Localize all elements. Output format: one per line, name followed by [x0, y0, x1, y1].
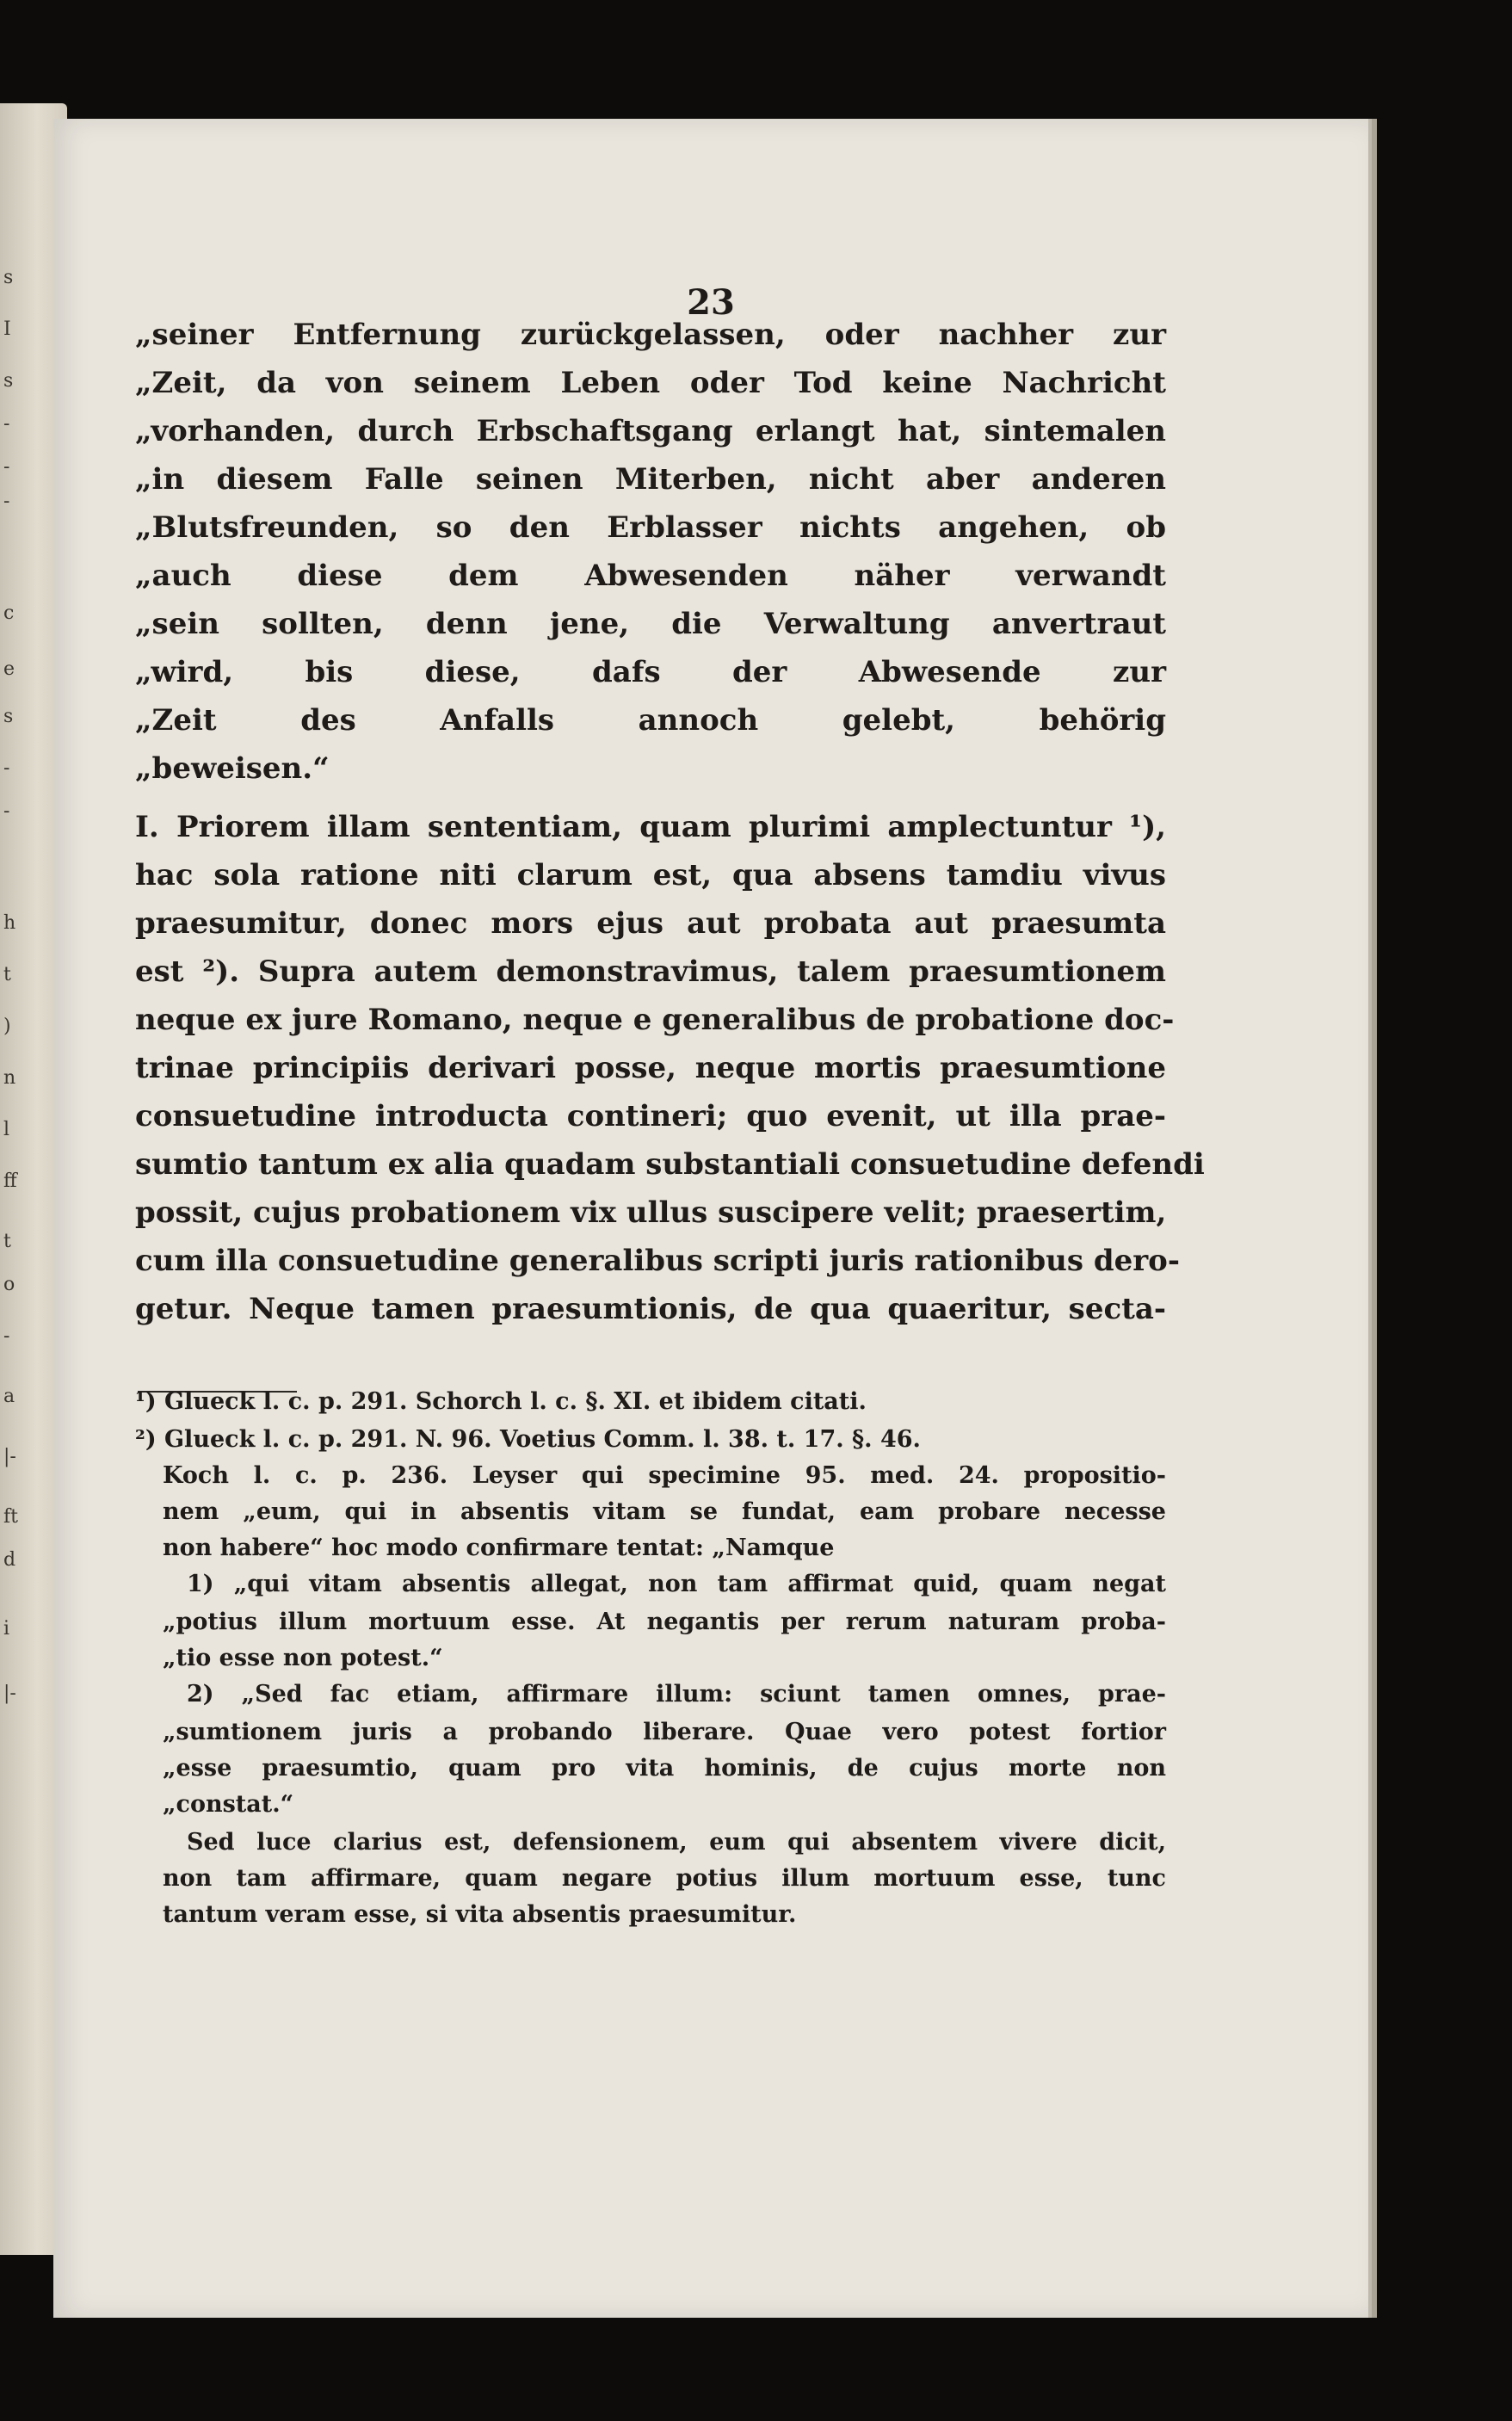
facing-page-char: l [3, 1119, 10, 1140]
facing-page-char: e [3, 658, 15, 680]
body-line: „beweisen.“ [135, 751, 330, 786]
facing-page-char: a [3, 1386, 15, 1407]
page-number: 23 [687, 282, 735, 323]
body-line: praesumitur, donec mors ejus aut probata aut praesumta [135, 906, 1166, 941]
footnote-line: 2) „Sed fac etiam, affirmare illum: sciunt tamen omnes, prae- [187, 1681, 1166, 1708]
facing-page-char: - [3, 456, 10, 478]
body-line: „Blutsfreunden, so den Erblasser nichts angehen, ob [135, 510, 1166, 545]
footnote-line: „potius illum mortuum esse. At negantis per rerum naturam proba- [163, 1609, 1166, 1635]
facing-page-char: ff [3, 1170, 17, 1192]
facing-page-char: n [3, 1067, 16, 1089]
facing-page-char: i [3, 1618, 10, 1640]
facing-page-char: c [3, 602, 15, 624]
footnote-line: „esse praesumtio, quam pro vita hominis, de cujus morte non [163, 1755, 1166, 1782]
facing-page-char: - [3, 1325, 10, 1347]
facing-page-char: h [3, 912, 16, 934]
facing-page-char: o [3, 1274, 15, 1295]
body-line: „sein sollten, denn jene, die Verwaltung anvertraut [135, 607, 1166, 641]
footnote-line: non tam affirmare, quam negare potius illum mortuum esse, tunc [163, 1865, 1166, 1892]
facing-page-char: - [3, 800, 10, 822]
body-line: „auch diese dem Abwesenden näher verwandt [135, 559, 1166, 593]
footnote-line: nem „eum, qui in absentis vitam se fundat, eam probare necesse [163, 1498, 1166, 1525]
facing-page-char: s [3, 706, 14, 727]
facing-page-char: s [3, 267, 14, 288]
facing-page-char: I [3, 318, 11, 340]
body-line: „Zeit des Anfalls annoch gelebt, behörig [135, 703, 1166, 738]
body-line: „vorhanden, durch Erbschaftsgang erlangt hat, sintemalen [135, 414, 1166, 448]
body-line: „in diesem Falle seinen Miterben, nicht aber anderen [135, 462, 1166, 497]
body-line: possit, cujus probationem vix ullus suscipere velit; praesertim, [135, 1195, 1167, 1230]
facing-page-char: |- [3, 1683, 16, 1704]
body-line: getur. Neque tamen praesumtionis, de qua quaeritur, secta- [135, 1292, 1166, 1326]
facing-page-char: ft [3, 1506, 18, 1528]
body-line: trinae principiis derivari posse, neque mortis praesumtione [135, 1051, 1166, 1085]
page [53, 119, 1368, 2318]
body-line: cum illa consuetudine generalibus scripti juris rationibus dero- [135, 1244, 1180, 1278]
footnote-line: „sumtionem juris a probando liberare. Quae vero potest fortior [163, 1719, 1166, 1745]
page-edge [1368, 122, 1375, 2313]
facing-page-char: t [3, 1231, 11, 1252]
facing-page-char: t [3, 964, 11, 985]
footnote-line: ¹) Glueck l. c. p. 291. Schorch l. c. §. XI. et ibidem citati. [135, 1388, 867, 1415]
body-line: sumtio tantum ex alia quadam substantiali consuetudine defendi [135, 1147, 1205, 1182]
facing-page-char: ) [3, 1016, 11, 1037]
facing-page-char: d [3, 1549, 16, 1571]
body-line: consuetudine introducta contineri; quo evenit, ut illa prae- [135, 1099, 1166, 1133]
body-line: neque ex jure Romano, neque e generalibus de probatione doc- [135, 1003, 1175, 1037]
facing-page-char: - [3, 413, 10, 435]
footnote-line: non habere“ hoc modo confirmare tentat: „Namque [163, 1535, 835, 1561]
footnote-line: tantum veram esse, si vita absentis praesumitur. [163, 1901, 797, 1928]
footnote-line: ²) Glueck l. c. p. 291. N. 96. Voetius Comm. l. 38. t. 17. §. 46. [135, 1426, 921, 1453]
facing-page-char: - [3, 757, 10, 779]
body-line: „seiner Entfernung zurückgelassen, oder nachher zur [135, 318, 1166, 352]
body-line: est ²). Supra autem demonstravimus, talem praesumtionem [135, 954, 1166, 989]
body-line: „wird, bis diese, dafs der Abwesende zur [135, 655, 1166, 689]
body-line: I. Priorem illam sententiam, quam plurimi amplectuntur ¹), [135, 810, 1166, 844]
facing-page-char: |- [3, 1446, 16, 1467]
facing-page-char: - [3, 491, 10, 512]
footnote-line: 1) „qui vitam absentis allegat, non tam affirmat quid, quam negat [187, 1571, 1166, 1597]
body-line: „Zeit, da von seinem Leben oder Tod keine Nachricht [135, 366, 1166, 400]
facing-page-char: s [3, 370, 14, 392]
footnote-line: „constat.“ [163, 1791, 294, 1818]
body-line: hac sola ratione niti clarum est, qua absens tamdiu vivus [135, 858, 1166, 892]
footnote-line: „tio esse non potest.“ [163, 1645, 443, 1671]
footnote-line: Sed luce clarius est, defensionem, eum qui absentem vivere dicit, [187, 1829, 1166, 1856]
footnote-line: Koch l. c. p. 236. Leyser qui specimine 95. med. 24. propositio- [163, 1462, 1166, 1489]
